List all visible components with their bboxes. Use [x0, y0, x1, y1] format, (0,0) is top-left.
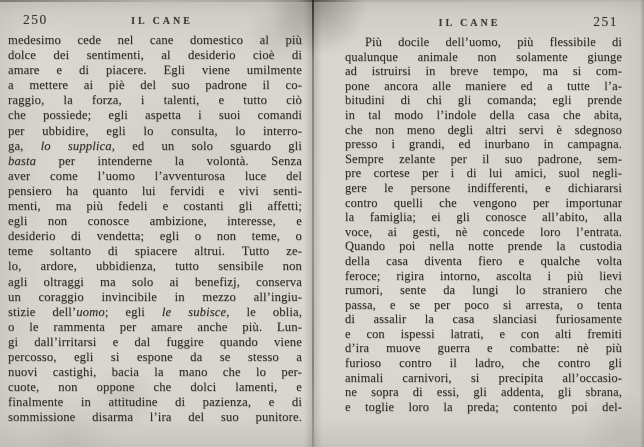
text-line: e toglie loro la preda; contento poi del-: [345, 399, 622, 414]
text-line: stizie dell’uomo; egli le subisce, le oblia,: [8, 304, 302, 319]
text-line: gi dall’irritarsi e dal fuggire quando viene: [8, 334, 302, 349]
text-line: raggio, la forza, i talenti, e tutto ciò: [8, 93, 302, 108]
left-page: [8, 12, 302, 425]
text-line: qualunque animale non solamente giunge: [345, 49, 622, 64]
text-line: lo, ardore, ubbidienza, tutto sensibile non: [8, 259, 302, 274]
scan-top-edge: [0, 0, 644, 2]
text-line: o le rammenta per amare anche più. Lun-: [8, 319, 302, 334]
text-line: Più docile dell’uomo, più flessibile di: [365, 35, 622, 49]
text-line: amare e di piacere. Egli viene umilmente: [8, 63, 302, 78]
text-line: della casa diventa fiero e qualche volta: [345, 253, 622, 268]
text-line: percosso, egli si espone da se stesso a: [8, 349, 302, 364]
text-line: cuote, non oppone che dolci lamenti, e: [8, 380, 302, 395]
left-page-body: [8, 33, 302, 425]
text-line: che possiede; egli aspetta i suoi comandi: [8, 108, 302, 123]
running-title: IL CANE: [131, 16, 193, 27]
text-line: agli oltraggi ma solo ai benefizj, conserva: [8, 274, 302, 289]
text-line: gere le persone indifferenti, e dichiararsi: [345, 180, 622, 195]
text-line: furioso contro il ladro, che contro gli: [345, 356, 622, 371]
text-line: passa, e se per poco si arresta, o tenta: [345, 297, 622, 312]
text-line: finalmente in attitudine di pazienza, e di: [8, 395, 302, 410]
text-line: medesimo cede nel cane domestico al più: [8, 33, 302, 47]
text-line: dolce dei sentimenti, al desiderio cioè di: [8, 48, 302, 63]
page-gutter-shadow: [304, 0, 322, 447]
text-line: pensiero ha quanto lui fervidi e vivi senti-: [8, 183, 302, 198]
right-page: [345, 14, 622, 414]
text-line: contro quelli che vengono per importunar: [345, 195, 622, 210]
text-line: nuovi castighi, bacia la mano che lo per-: [8, 365, 302, 380]
text-line: in tal modo l’indole della casa che abita,: [345, 107, 622, 122]
text-line: rumori, sente da lungi lo straniero che: [345, 283, 622, 298]
right-page-body: [345, 35, 622, 414]
text-line: che non meno degli altri servi è sdegnoso: [345, 122, 622, 137]
text-line: ne sopra di essi, gli addenta, gli sbrana,: [345, 385, 622, 400]
text-line: Quando poi nella notte prende la custodia: [345, 239, 622, 254]
text-line: e con ispessi latrati, e con alti fremiti: [345, 326, 622, 341]
text-line: animali carnivori, si precipita all’occasio-: [345, 370, 622, 385]
page-number: 250: [23, 12, 48, 27]
page-gutter-line: [312, 0, 314, 447]
text-line: voce, ai gesti, nè concede loro l’entrata.: [345, 224, 622, 239]
text-line: un coraggio invincibile in mezzo all’ingiu-: [8, 289, 302, 304]
text-line: feroce; rigira intorno, ascolta i più lievi: [345, 268, 622, 283]
text-line: egli non conosce ambizione, interesse, e: [8, 214, 302, 229]
text-line: ga, lo supplica, ed un solo sguardo gli: [8, 138, 302, 153]
text-line: menti, ma più fedeli e costanti gli affetti;: [8, 199, 302, 214]
running-title: IL CANE: [438, 18, 501, 29]
text-line: pre cortese per i di lui amici, suol negli-: [345, 166, 622, 181]
text-line: pone ancora alle maniere ed a tutte l’a-: [345, 78, 622, 93]
text-line: bitudini di chi gli comanda; egli prende: [345, 93, 622, 108]
text-line: sommissione disarma l’ira del suo punitore.: [8, 410, 302, 425]
text-line: di assalir la casa slanciasi furiosamente: [345, 312, 622, 327]
text-line: teme soltanto di spiacere altrui. Tutto ze-: [8, 244, 302, 259]
text-line: d’ira muove guerra e combatte: nè più: [345, 341, 622, 356]
right-page-header: [345, 14, 622, 33]
scan-right-edge: [640, 0, 644, 447]
text-line: Sempre zelante per il suo padrone, sem-: [345, 151, 622, 166]
text-line: ad istruirsi in breve tempo, ma si com-: [345, 64, 622, 79]
text-line: per ubbidire, egli lo consulta, lo interro-: [8, 123, 302, 138]
text-line: a mettere ai piè del suo padrone il co-: [8, 78, 302, 93]
text-line: presso i grandi, ed inurbano in campagna.: [345, 137, 622, 152]
text-line: aver come l’uomo l’avventurosa luce del: [8, 168, 302, 183]
page-number: 251: [593, 14, 618, 29]
text-line: desiderio di vendetta; egli o non teme, o: [8, 229, 302, 244]
text-line: la famiglia; ei gli conosce all’abito, alla: [345, 210, 622, 225]
left-page-header: [8, 12, 302, 31]
text-line: basta per intenderne la volontà. Senza: [8, 153, 302, 168]
